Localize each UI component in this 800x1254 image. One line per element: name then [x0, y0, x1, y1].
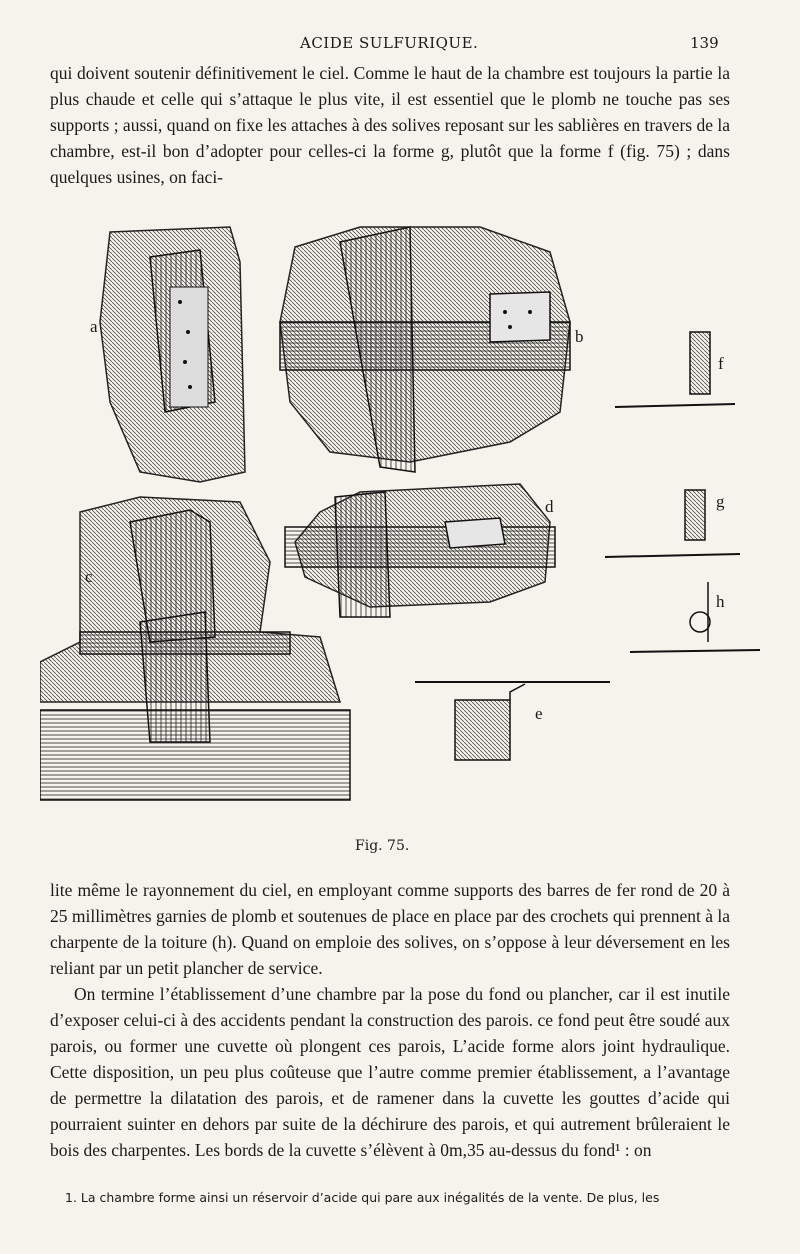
label-d: d	[545, 497, 554, 516]
figure-caption: Fig. 75.	[355, 838, 410, 854]
label-h: h	[716, 592, 725, 611]
figure-75	[40, 222, 770, 822]
paragraph-1: lite même le rayonnement du ciel, en employant comme supports des barres de fer rond de 20 à 25 millimètres garnies de plomb et soutenues de place en place par des crochets qui prennent à la charpente de la toiture (h). Quand on emploie des solives, on s’oppose à leur déversement en les reliant par un petit plancher de service.	[50, 880, 730, 978]
sketch-a	[100, 227, 245, 482]
label-b: b	[575, 327, 584, 346]
running-title: ACIDE SULFURIQUE.	[300, 34, 479, 52]
sketch-d	[285, 484, 555, 617]
sketch-f	[615, 332, 735, 407]
page-number: 139	[690, 34, 719, 52]
label-a: a	[90, 317, 98, 336]
label-e: e	[535, 704, 543, 723]
label-g: g	[716, 492, 725, 511]
sketch-b	[280, 227, 570, 472]
paragraph-2: On termine l’établissement d’une chambre par la pose du fond ou plancher, car il est inutile d’exposer celui-ci à des accidents pendant la construction des parois. ce fond peut être soudé aux parois, ou former une cuvette où plongent ces parois, L’acide forme alors joint hydraulique. Cette disposition, un peu plus coûteuse que l’autre comme premier établissement, a l’avantage de permettre la dilatation des parois, et de ramener dans la cuvette les gouttes d’acide qui pourraient suinter en dehors par suite de la déchirure des parois, et qui autrement brûleraient le bois des charpentes. Les bords de la cuvette s’élèvent à 0m,35 au-dessus du fond¹ : on	[50, 984, 730, 1160]
label-f: f	[718, 354, 724, 373]
sketch-e	[415, 682, 610, 760]
figure-illustration	[40, 222, 770, 822]
label-c: c	[85, 567, 93, 586]
sketch-h	[630, 582, 760, 652]
paragraph-top-text: qui doivent soutenir définitivement le ciel. Comme le haut de la chambre est toujours la partie la plus chaude et celle qui s’attaque le plus vite, il est essentiel que le plomb ne touche pas ses supports ; aussi, quand on fixe les attaches à des solives reposant sur les sablières en travers de la chambre, est-il bon d’adopter pour celles-ci la forme g, plutôt que la forme f (fig. 75) ; dans quelques usines, on faci-	[50, 63, 730, 187]
page-header	[0, 34, 800, 56]
footnote: 1. La chambre forme ainsi un réservoir d’acide qui pare aux inégalités de la vente. De plus, les	[65, 1190, 660, 1205]
body-text	[50, 877, 730, 1163]
paragraph-top	[50, 60, 730, 190]
